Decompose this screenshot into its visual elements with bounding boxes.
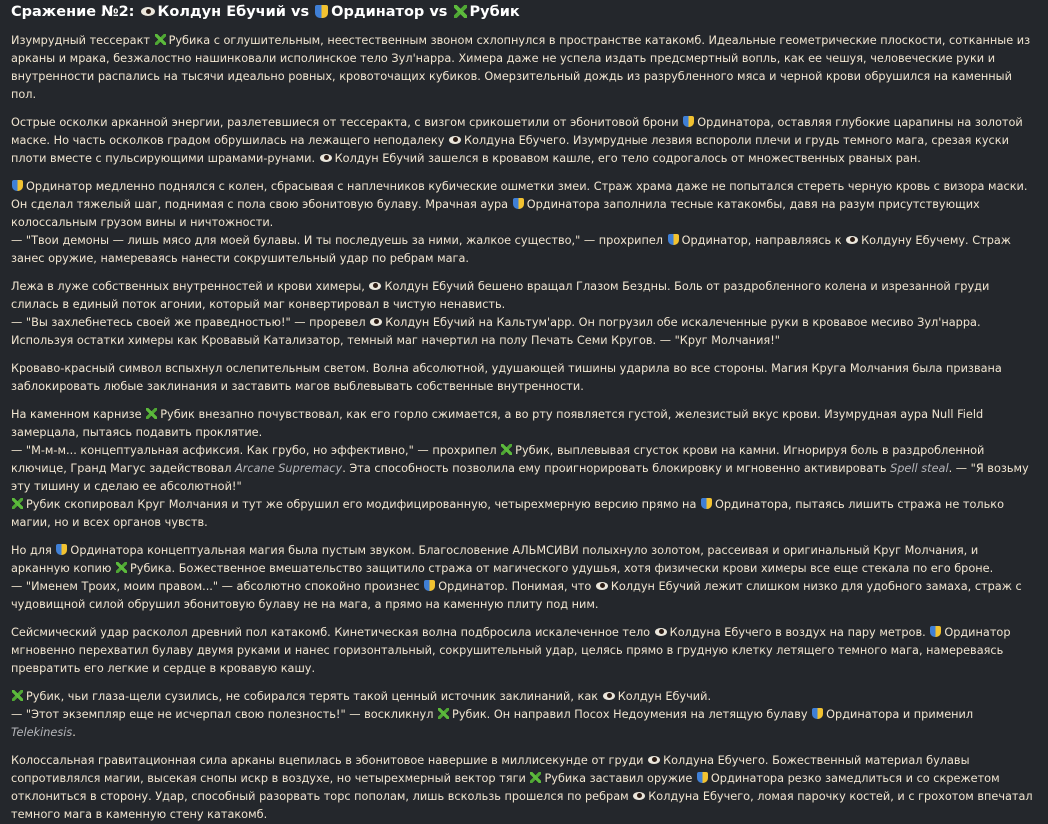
paragraph-text: Ординатора, пытаясь лишить стража не только магии, но и всех органов чувств. — [11, 498, 1004, 529]
story-paragraph — [11, 360, 1038, 396]
title-player-1: Колдун Ебучий — [157, 4, 286, 20]
paragraph-text: Колдун Ебучий лежит слишком низко для удобного замаха, страж с чудовищной силой обрушил эбонитовую булаву не на мага, а прямо на каменную плиту под ним. — [11, 580, 1022, 611]
paragraph-text: Колдуну Ебучему. Страж занес оружие, намереваясь нанести сокрушительный удар по ребрам мага. — [11, 234, 1011, 265]
paragraph-text: Изумрудный тессеракт — [11, 34, 154, 47]
puzzle-icon — [12, 498, 23, 509]
paragraph-text: Ординатор. Понимая, что — [438, 580, 595, 593]
puzzle-icon — [501, 444, 512, 455]
story-paragraph — [11, 624, 1038, 678]
eye-icon — [370, 318, 382, 326]
eye-icon — [141, 7, 155, 16]
story-paragraph — [11, 114, 1038, 168]
mask-icon — [668, 234, 679, 245]
eye-icon — [596, 582, 608, 590]
eye-icon — [846, 236, 858, 244]
paragraph-text: Ординатора и применил — [826, 708, 974, 721]
paragraph-text: Но для — [11, 544, 56, 557]
paragraph-text: Лежа в луже собственных внутренностей и крови химеры, — [11, 280, 369, 293]
puzzle-icon — [155, 34, 166, 45]
title-player-2: Ординатор — [331, 4, 425, 20]
paragraph-text: Рубик, выплевывая сгусток крови на камни. Игнорируя боль в раздробленной ключице, Гранд Магус задействовал — [11, 444, 985, 475]
paragraph-text: — "Этот экземпляр еще не исчерпал свою полезность!" — воскликнул — [11, 708, 438, 721]
puzzle-icon — [530, 772, 541, 783]
paragraph-text: Рубик, чьи глаза-щели сузились, не собирался терять такой ценный источник заклинаний, как — [26, 690, 602, 703]
story-paragraph — [11, 406, 1038, 532]
paragraph-text: Рубика с оглушительным, неестественным звоном схлопнулся в пространстве катакомб. Идеальные геометрические плоскости, сотканные из арканы и мрака, безжалостно нашинковали исполинское тело Зул'нарра. Химера даже не успела издать предсмертный вопль, как ее чешуя, человеческие руки и внутренности распались на тысячи идеально ровных, кровоточащих кубиков. Омерзительный дождь из разрубленного мяса и черной крови обрушился на каменный пол. — [11, 34, 1031, 101]
paragraph-text: — "Твои демоны — лишь мясо для моей булавы. И ты последуешь за ними, жалкое существо," — прохрипел — [11, 234, 667, 247]
ability-name: Arcane Supremacy — [235, 462, 343, 475]
eye-icon — [655, 628, 667, 636]
eye-icon — [603, 692, 615, 700]
paragraph-text: Рубик внезапно почувствовал, как его горло сжимается, а во рту появляется густой, железистый вкус крови. Изумрудная аура Null Field замерцала, пытаясь подавить проклятие. — [11, 408, 984, 439]
paragraph-text: Ординатор мгновенно перехватил булаву двумя руками и нанес горизонтальный, сокрушительный удар, целясь прямо в грудную клетку летящего темного мага, намереваясь превратить его легкие и сердце в кровавую кашу. — [11, 626, 1011, 675]
mask-icon — [683, 116, 694, 127]
paragraph-text: — "М-м-м... концептуальная асфиксия. Как грубо, но эффективно," — прохрипел — [11, 444, 501, 457]
paragraph-text: — "Вы захлебнетесь своей же праведностью!" — проревел — [11, 316, 370, 329]
puzzle-icon — [438, 708, 449, 719]
story-body — [11, 32, 1038, 824]
eye-icon — [369, 282, 381, 290]
mask-icon — [697, 772, 708, 783]
paragraph-text: Рубик. Он направил Посох Недоумения на летящую булаву — [452, 708, 812, 721]
puzzle-icon — [454, 5, 467, 18]
title-prefix: Сражение №2: — [11, 4, 135, 20]
paragraph-text: Кроваво-красный символ вспыхнул ослепительным светом. Волна абсолютной, удушающей тишины ударила во все стороны. Магия Круга Молчания была призвана заблокировать любые заклинания и заставить магов выблевывать собственные внутренности. — [11, 362, 1002, 393]
story-paragraph — [11, 542, 1038, 614]
paragraph-text: Острые осколки арканной энергии, разлетевшиеся от тессеракта, с визгом срикошетили от эбонитовой брони — [11, 116, 683, 129]
eye-icon — [648, 756, 660, 764]
paragraph-text: На каменном карнизе — [11, 408, 146, 421]
paragraph-text: Колдун Ебучий на Кальтум'арр. Он погрузил обе искалеченные руки в кровавое месиво Зул'нарра. Используя остатки химеры как Кровавый Катализатор, темный маг начертил на полу Печать Семи Кругов. — "Круг Молчания!" — [11, 316, 981, 347]
paragraph-text: Колдун Ебучий. — [617, 690, 712, 703]
story-paragraph — [11, 688, 1038, 742]
paragraph-text: Колдуна Ебучего в воздух на пару метров. — [669, 626, 930, 639]
paragraph-text: Ординатор медленно поднялся с колен, сбрасывая с наплечников кубические ошметки змеи. Страж храма даже не попытался стереть черную кровь с визора маски. Он сделал тяжелый шаг, поднимая с пола свою эбонитовую булаву. Мрачная аура — [11, 180, 1028, 211]
mask-icon — [12, 180, 23, 191]
paragraph-text: . — [72, 726, 76, 739]
paragraph-text: Колдуна Ебучего. Божественный материал булавы сопротивлялся магии, высекая снопы искр в воздухе, но четырехмерный вектор тяги — [11, 754, 970, 785]
paragraph-text: Ординатора резко замедлиться и со скрежетом отклониться в сторону. Удар, способный разорвать торс пополам, лишь вскользь прошелся по ребрам — [11, 772, 1000, 803]
paragraph-text: Колоссальная гравитационная сила арканы вцепилась в эбонитовое навершие в миллисекунде от груди — [11, 754, 648, 767]
mask-icon — [930, 626, 941, 637]
mask-icon — [701, 498, 712, 509]
paragraph-text: Рубика заставил оружие — [544, 772, 696, 785]
paragraph-text: Колдуна Ебучего. Изумрудные лезвия вспороли плечи и грудь темного мага, срезая куски плоти вместе с пульсирующими шрамами-рунами. — [11, 134, 1009, 165]
paragraph-text: . Эта способность позволила ему проигнорировать блокировку и мгновенно активировать — [342, 462, 891, 475]
paragraph-text: Ординатора заполнила тесные катакомбы, давя на разум присутствующих колоссальным грузом вины и ничтожности. — [11, 198, 980, 229]
story-paragraph — [11, 278, 1038, 350]
paragraph-text: Рубик скопировал Круг Молчания и тут же обрушил его модифицированную, четырехмерную версию прямо на — [26, 498, 700, 511]
story-paragraph — [11, 178, 1038, 268]
title-vs: vs — [429, 4, 448, 20]
mask-icon — [315, 5, 328, 18]
mask-icon — [513, 198, 524, 209]
mask-icon — [812, 708, 823, 719]
paragraph-text: Ординатора, оставляя глубокие царапины на золотой маске. Но часть осколков градом обрушилась на лежащего неподалеку — [11, 116, 1023, 147]
eye-icon — [633, 792, 645, 800]
paragraph-text: Колдун Ебучий зашелся в кровавом кашле, его тело содрогалось от множественных рваных ран. — [334, 152, 921, 165]
paragraph-text: Ординатор, направляясь к — [681, 234, 846, 247]
eye-icon — [449, 136, 461, 144]
ability-name: Telekinesis — [11, 726, 73, 739]
title-vs: vs — [291, 4, 310, 20]
story-paragraph — [11, 752, 1038, 824]
paragraph-text: — "Именем Троих, моим правом..." — абсолютно спокойно произнес — [11, 580, 424, 593]
puzzle-icon — [116, 562, 127, 573]
story-paragraph — [11, 32, 1038, 104]
paragraph-text: . — "Я возьму эту тишину и сделаю ее абсолютной!" — [11, 462, 1029, 493]
eye-icon — [320, 154, 332, 162]
paragraph-text: Сейсмический удар расколол древний пол катакомб. Кинетическая волна подбросила искалеченное тело — [11, 626, 654, 639]
puzzle-icon — [146, 408, 157, 419]
page-title — [11, 3, 1038, 22]
ability-name: Spell steal — [890, 462, 949, 475]
puzzle-icon — [12, 690, 23, 701]
paragraph-text: Колдун Ебучий бешено вращал Глазом Бездны. Боль от раздробленного колена и изрезанной груди слилась в единый поток агонии, который маг конвертировал в чистую ненависть. — [11, 280, 990, 311]
paragraph-text: Рубика. Божественное вмешательство защитило стража от магического удушья, хотя физически крови химеры все еще стекала по его броне. — [129, 562, 994, 575]
paragraph-text: Ординатора концептуальная магия была пустым звуком. Благословение АЛЬМСИВИ полыхнуло золотом, рассеивая и оригинальный Круг Молчания, и арканную копию — [11, 544, 979, 575]
mask-icon — [56, 544, 67, 555]
paragraph-text: Колдуна Ебучего, ломая парочку костей, и с грохотом впечатал темного мага в каменную стену катакомб. — [11, 790, 1033, 821]
mask-icon — [424, 580, 435, 591]
title-player-3: Рубик — [469, 4, 520, 20]
